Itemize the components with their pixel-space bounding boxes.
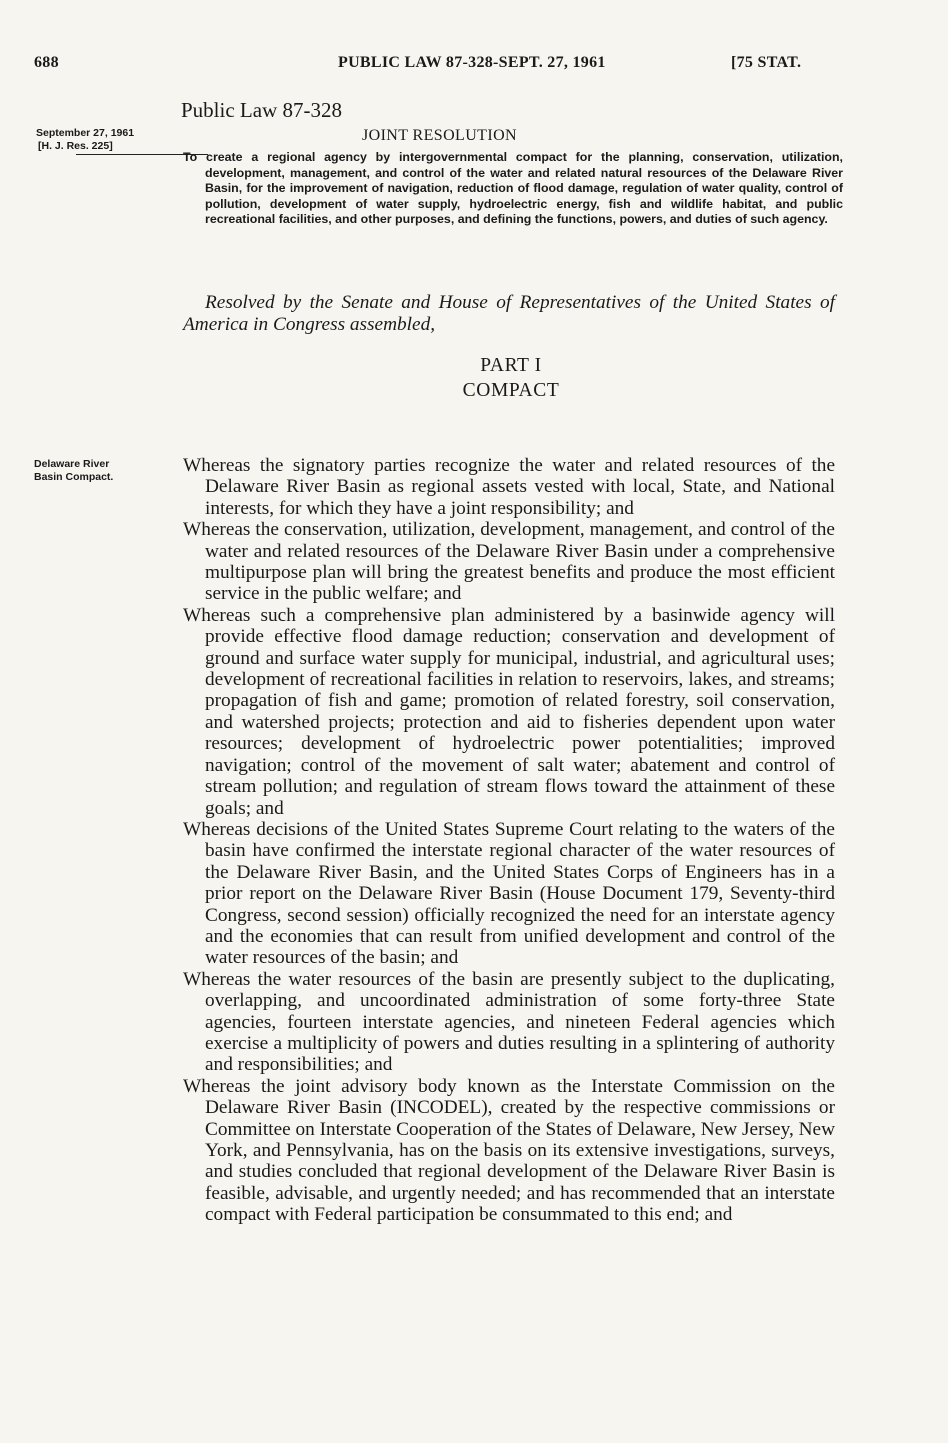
margin-date-line: September 27, 1961 (36, 127, 135, 139)
public-law-number: Public Law 87-328 (181, 98, 342, 122)
margin-note-line: Delaware River (34, 458, 110, 470)
whereas-clause: Whereas such a comprehensive plan administered by a basinwide agency will provide effective flood damage reduction; conservation and development of ground and surface water supply for municipal, industrial, and agricultural uses; development of recreational facilities in relation to reservoirs, lakes, and streams; propagation of fish and game; promotion of related forestry, soil conservation, and watershed projects; protection and aid to fisheries dependent upon water resources; development of hydroelectric power potentialities; improved navigation; control of the movement of salt water; abatement and control of stream pollution; and regulation of stream flows toward the attainment of these goals; and (183, 604, 835, 819)
whereas-clause: Whereas the joint advisory body known as the Interstate Commission on the Delaware River Basin (INCODEL), created by the respective commissions or Committee on Interstate Cooperation of the States of Delaware, New Jersey, New York, and Pennsylvania, has on the basis on its extensive investigations, surveys, and studies concluded that regional development of the Delaware River Basin is feasible, advisable, and urgently needed; and has recommended that an interstate compact with Federal participation be consummated to this end; and (183, 1075, 836, 1226)
whereas-clause: Whereas the water resources of the basin are presently subject to the duplicating, overlapping, and uncoordinated administration of some forty-three State agencies, fourteen interstate agencies, and nineteen Federal agencies which exercise a multiplicity of powers and duties resulting in a splintering of authority and responsibilities; and (183, 968, 835, 1076)
margin-date-note (36, 127, 178, 155)
purpose-text: To create a regional agency by intergovernmental compact for the planning, conservation, utilization, development, management, and control of the water and related natural resources of the Delaware River Basin, for the improvement of navigation, reduction of flood damage, regulation of water quality, control of pollution, development of water supply, hydroelectric energy, fish and wildlife habitat, and public recreational facilities, and other purposes, and defining the functions, powers, and duties of such agency. (183, 150, 843, 227)
resolution-heading: JOINT RESOLUTION (362, 127, 517, 144)
whereas-clauses (183, 455, 835, 1226)
page-number: 688 (34, 54, 59, 71)
whereas-clause: Whereas decisions of the United States Supreme Court relating to the waters of the basin have confirmed the interstate regional character of the water resources of the Delaware River Basin, and the United States Corps of Engineers has in a prior report on the Delaware River Basin (House Document 179, Seventy-third Congress, second session) officially recognized the need for an interstate agency and the economies that can result from unified development and control of the water resources of the basin; and (183, 818, 835, 969)
volume-reference: [75 STAT. (731, 54, 802, 71)
part-title: COMPACT (462, 380, 560, 401)
margin-note-line: Basin Compact. (34, 470, 114, 483)
margin-bill-number: [H. J. Res. 225] (38, 140, 113, 152)
whereas-clause: Whereas the conservation, utilization, development, management, and control of the water and related resources of the Delaware River Basin under a comprehensive multipurpose plan will bring the greatest benefits and produce the most efficient service in the public welfare; and (183, 519, 835, 605)
purpose-paragraph (183, 150, 843, 228)
running-header-title: PUBLIC LAW 87-328-SEPT. 27, 1961 (338, 54, 606, 71)
margin-note-compact (34, 458, 174, 483)
resolving-clause: Resolved by the Senate and House of Representatives of the United States of America in Congress assembled, (183, 292, 835, 335)
part-number: PART I (480, 355, 542, 376)
whereas-clause: Whereas the signatory parties recognize the water and related resources of the Delaware River Basin as regional assets vested with local, State, and National interests, for which they have a joint responsibility; and (183, 455, 835, 519)
